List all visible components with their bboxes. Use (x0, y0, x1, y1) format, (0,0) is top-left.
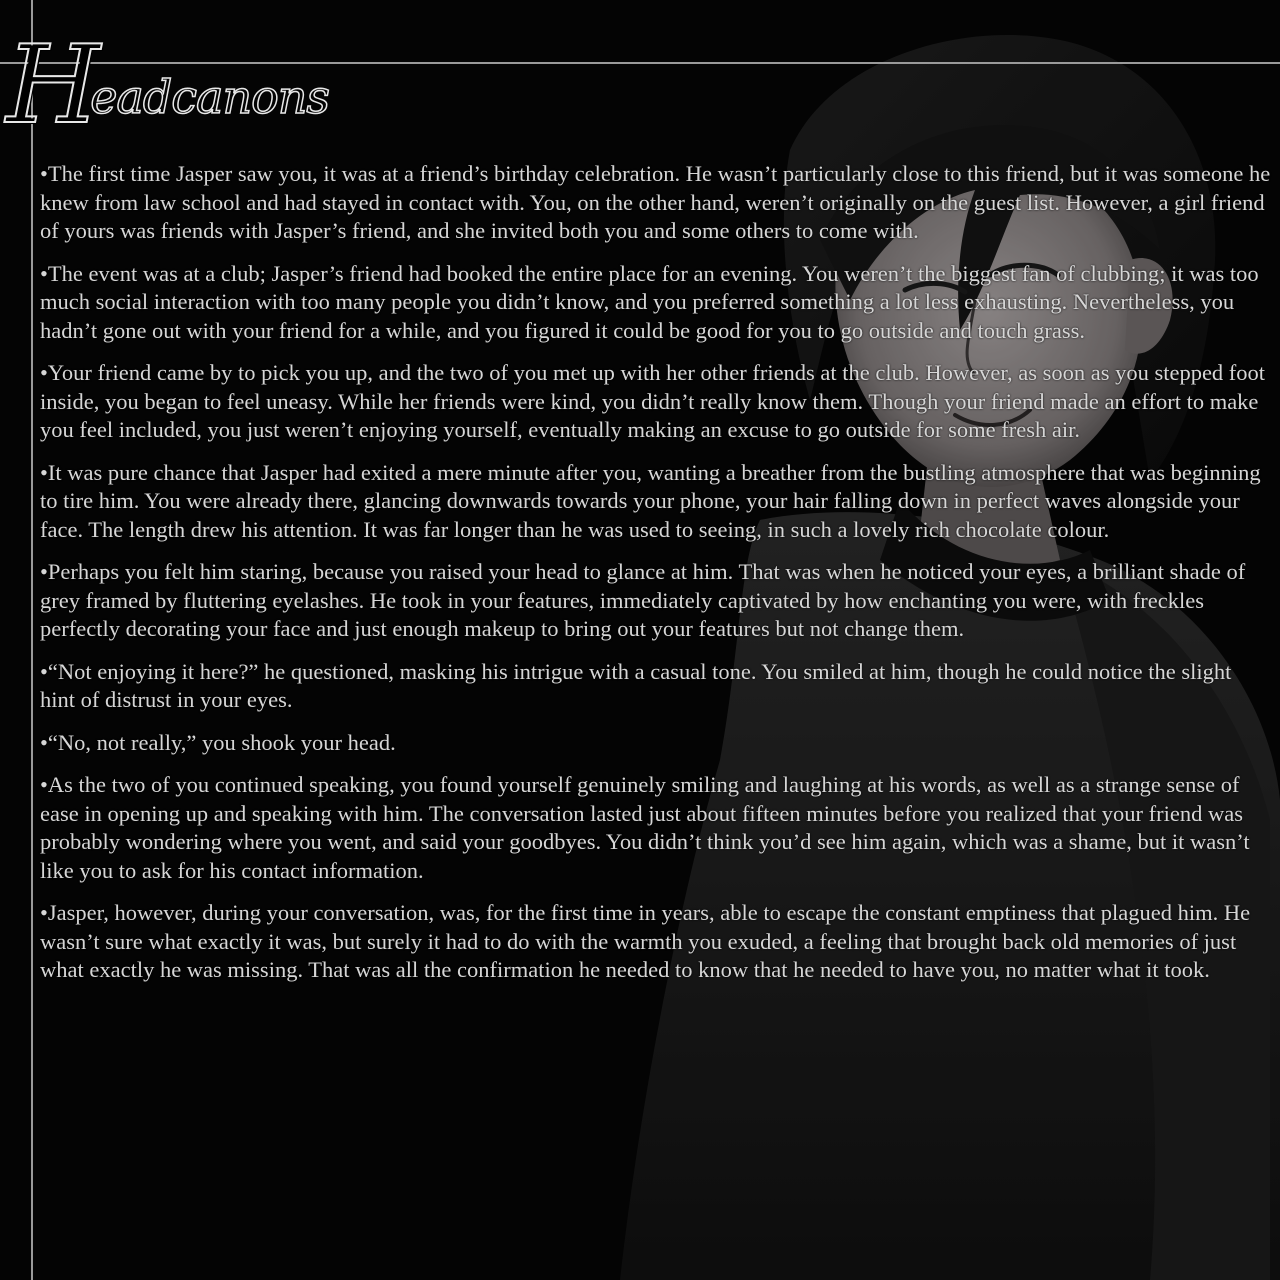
page-title (6, 20, 330, 148)
paragraph: •Perhaps you felt him staring, because you raised your head to glance at him. That was when he noticed your eyes, a brilliant shade of grey framed by fluttering eyelashes. He took in your features, immediately captivated by how enchanting you were, with freckles perfectly decorating your face and just enough makeup to bring out your features but not change them. (40, 559, 1246, 641)
paragraph: •“No, not really,” you shook your head. (40, 729, 396, 755)
paragraph: •It was pure chance that Jasper had exited a mere minute after you, wanting a breather from the bustling atmosphere that was beginning to tire him. You were already there, glancing downwards towards your phone, your hair falling down in perfect waves alongside your face. The length drew his attention. It was far longer than he was used to seeing, in such a lovely rich chocolate colour. (40, 459, 1261, 542)
paragraph: •Your friend came by to pick you up, and the two of you met up with her other friends at the club. However, as soon as you stepped foot inside, you began to feel uneasy. While her friends were kind, you didn’t really know them. Though your friend made an effort to make you feel included, you just weren’t enjoying yourself, eventually making an excuse to go outside for some fresh air. (40, 360, 1266, 442)
title-rest: eadcanons (90, 70, 330, 124)
paragraph: •The first time Jasper saw you, it was at a friend’s birthday celebration. He wasn’t particularly close to this friend, but it was someone he knew from law school and had stayed in contact with. You, on the other hand, weren’t originally on the guest list. However, a girl friend of yours was friends with Jasper’s friend, and she invited both you and some others to come with. (40, 161, 1271, 243)
frame-line-vertical (31, 0, 33, 1280)
paragraph: •As the two of you continued speaking, you found yourself genuinely smiling and laughing at his words, as well as a strange sense of ease in opening up and speaking with him. The conversation lasted just about fifteen minutes before you realized that your friend was probably wondering where you went, and said your goodbyes. You didn’t think you’d see him again, which was a shame, but it wasn’t like you to ask for his contact information. (40, 772, 1250, 883)
paragraph: •The event was at a club; Jasper’s friend had booked the entire place for an evening. You weren’t the biggest fan of clubbing; it was too much social interaction with too many people you didn’t know, and you preferred something a lot less exhausting. Nevertheless, you hadn’t gone out with your friend for a while, and you figured it could be good for you to go outside and touch grass. (40, 260, 1259, 343)
paragraph: •“Not enjoying it here?” he questioned, masking his intrigue with a casual tone. You smiled at him, though he could notice the slight hint of distrust in your eyes. (40, 658, 1232, 712)
headcanon-text (40, 160, 1272, 999)
paragraph: •Jasper, however, during your conversation, was, for the first time in years, able to escape the constant emptiness that plagued him. He wasn’t sure what exactly it was, but surely it had to do with the warmth you exuded, a feeling that brought back old memories of just what exactly he was missing. That was all the confirmation he needed to know that he needed to have you, no matter what it took. (40, 900, 1251, 982)
title-initial: H (6, 23, 101, 148)
